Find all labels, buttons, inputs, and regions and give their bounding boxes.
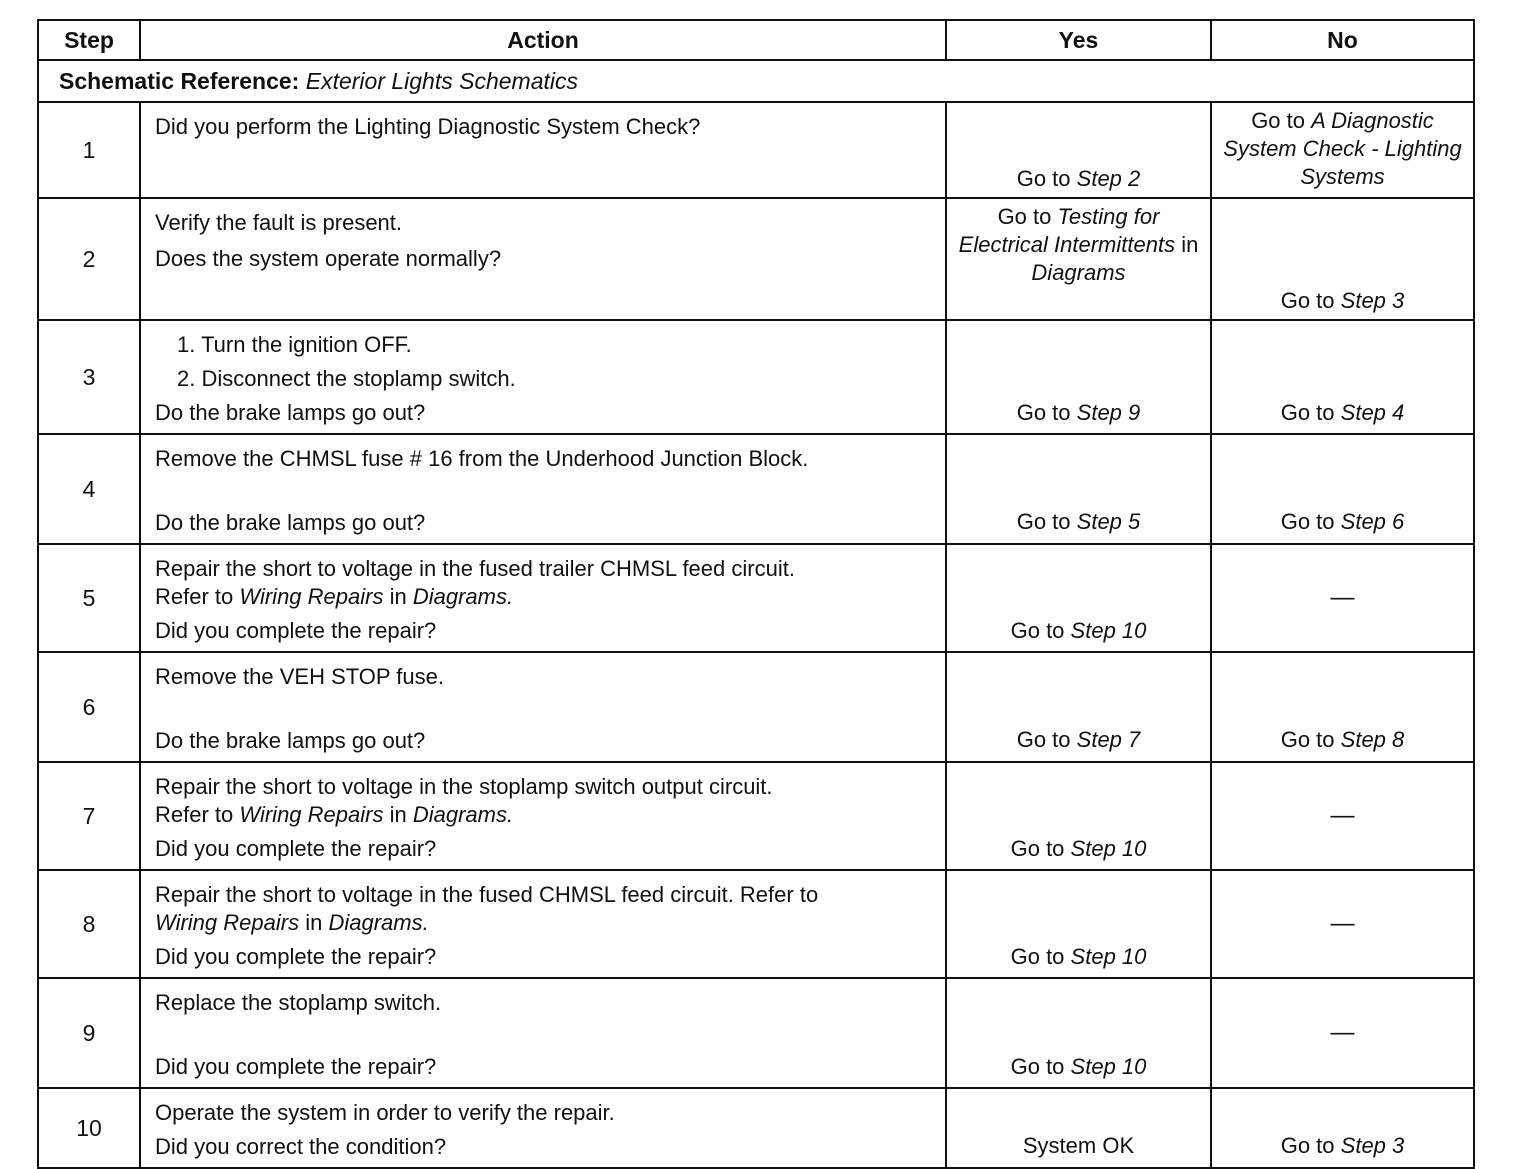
no-cell (1211, 1088, 1474, 1168)
step-number: 4 (38, 434, 140, 544)
action-cell (140, 198, 946, 320)
yes-cell (946, 762, 1211, 870)
no-dash: — (1330, 584, 1355, 611)
go-to-text: Go to (1280, 509, 1335, 534)
action-text: Remove the VEH STOP fuse. (155, 664, 444, 689)
no-cell (1211, 320, 1474, 434)
yes-cell (946, 870, 1211, 978)
yes-cell (946, 320, 1211, 434)
table-row (38, 198, 1474, 320)
action-cell (140, 320, 946, 434)
diagrams-link[interactable]: Diagrams (1031, 260, 1126, 285)
go-to-text: Go to (1016, 400, 1071, 425)
no-link[interactable]: Step 8 (1340, 727, 1405, 752)
header-no: No (1211, 20, 1474, 60)
question-text: Did you complete the repair? (155, 618, 437, 643)
go-to-text: Go to (1010, 944, 1065, 969)
table-row (38, 870, 1474, 978)
step-number: 5 (38, 544, 140, 652)
question-text: Did you complete the repair? (155, 944, 437, 969)
header-action: Action (140, 20, 946, 60)
question-text: Did you correct the condition? (155, 1134, 447, 1159)
list-item: 1. Turn the ignition OFF. (177, 332, 412, 357)
action-cell (140, 102, 946, 198)
table-row (38, 320, 1474, 434)
question-text: Do the brake lamps go out? (155, 510, 426, 535)
no-link[interactable]: Step 3 (1340, 288, 1405, 313)
question-text: Does the system operate normally? (155, 246, 502, 271)
question-text: Do the brake lamps go out? (155, 728, 426, 753)
go-to-text: Go to (1016, 727, 1071, 752)
header-step: Step (38, 20, 140, 60)
go-to-text: Go to (1016, 509, 1071, 534)
action-text: Repair the short to voltage in the stoplamp switch output circuit. (155, 774, 773, 799)
table-row (38, 762, 1474, 870)
in-text: in (389, 802, 407, 827)
no-link[interactable]: Step 6 (1340, 509, 1405, 534)
yes-link[interactable]: Step 10 (1070, 1054, 1147, 1079)
action-cell (140, 870, 946, 978)
diagrams-link[interactable]: Diagrams. (328, 910, 429, 935)
table-row (38, 978, 1474, 1088)
refer-line (155, 583, 933, 611)
yes-cell (946, 198, 1211, 320)
in-text: in (389, 584, 407, 609)
system-ok-text: System OK (1022, 1133, 1135, 1158)
go-to-text: Go to (1280, 1133, 1335, 1158)
step-number: 8 (38, 870, 140, 978)
table-row (38, 544, 1474, 652)
no-link[interactable]: Step 4 (1340, 400, 1405, 425)
refer-line (155, 909, 933, 937)
action-cell (140, 652, 946, 762)
table-row (38, 434, 1474, 544)
schematic-reference-label: Schematic Reference: (59, 67, 300, 94)
no-link[interactable]: Step 3 (1340, 1133, 1405, 1158)
diagrams-link[interactable]: Diagrams. (412, 584, 514, 609)
go-to-text: Go to (1016, 166, 1071, 191)
no-dash: — (1330, 910, 1355, 937)
table-row (38, 652, 1474, 762)
step-number: 3 (38, 320, 140, 434)
step-number: 2 (38, 198, 140, 320)
schematic-reference-row (38, 60, 1474, 102)
yes-cell (946, 978, 1211, 1088)
yes-cell (946, 1088, 1211, 1168)
wiring-repairs-link[interactable]: Wiring Repairs (155, 910, 300, 935)
schematic-reference-link[interactable]: Exterior Lights Schematics (305, 67, 579, 94)
action-cell (140, 978, 946, 1088)
yes-link[interactable]: Step 10 (1070, 618, 1147, 643)
yes-link[interactable]: Step 5 (1076, 509, 1141, 534)
no-cell (1211, 978, 1474, 1088)
action-text: Verify the fault is present. (155, 210, 403, 235)
action-text: Did you perform the Lighting Diagnostic System Check? (155, 114, 701, 139)
question-text: Did you complete the repair? (155, 836, 437, 861)
header-yes: Yes (946, 20, 1211, 60)
refer-text: Refer to (155, 584, 234, 609)
no-cell (1211, 198, 1474, 320)
diagrams-link[interactable]: Diagrams. (412, 802, 514, 827)
no-cell (1211, 870, 1474, 978)
go-to-text: Go to (1280, 288, 1335, 313)
in-text: in (1181, 232, 1199, 257)
step-number: 7 (38, 762, 140, 870)
step-number: 6 (38, 652, 140, 762)
no-link[interactable]: A Diagnostic System Check - Lighting Systems (1223, 108, 1462, 189)
yes-link[interactable]: Step 10 (1070, 836, 1147, 861)
action-text: Operate the system in order to verify the repair. (155, 1100, 615, 1125)
yes-link[interactable]: Step 10 (1070, 944, 1147, 969)
step-number: 10 (38, 1088, 140, 1168)
step-number: 9 (38, 978, 140, 1088)
in-text: in (305, 910, 323, 935)
go-to-text: Go to (1010, 836, 1065, 861)
no-dash: — (1330, 802, 1355, 829)
question-text: Did you complete the repair? (155, 1054, 437, 1079)
action-text: Replace the stoplamp switch. (155, 990, 442, 1015)
yes-cell (946, 434, 1211, 544)
wiring-repairs-link[interactable]: Wiring Repairs (239, 802, 384, 827)
yes-link[interactable]: Step 9 (1076, 400, 1141, 425)
wiring-repairs-link[interactable]: Wiring Repairs (239, 584, 384, 609)
action-cell (140, 1088, 946, 1168)
go-to-text: Go to (1280, 400, 1335, 425)
list-item: 2. Disconnect the stoplamp switch. (177, 366, 516, 391)
diagnostic-table (37, 19, 1475, 1169)
table-row (38, 1088, 1474, 1168)
yes-cell (946, 652, 1211, 762)
header-row (38, 20, 1474, 60)
yes-link[interactable]: Step 7 (1076, 727, 1141, 752)
table-row (38, 102, 1474, 198)
action-cell (140, 762, 946, 870)
go-to-text: Go to (1251, 108, 1305, 133)
no-cell (1211, 762, 1474, 870)
step-number: 1 (38, 102, 140, 198)
no-cell (1211, 102, 1474, 198)
yes-cell (946, 102, 1211, 198)
yes-link[interactable]: Step 2 (1076, 166, 1141, 191)
question-text: Do the brake lamps go out? (155, 400, 426, 425)
action-text: Repair the short to voltage in the fused trailer CHMSL feed circuit. (155, 556, 795, 581)
no-cell (1211, 544, 1474, 652)
action-cell (140, 544, 946, 652)
action-cell (140, 434, 946, 544)
refer-line (155, 801, 933, 829)
go-to-text: Go to (997, 204, 1052, 229)
action-text: Repair the short to voltage in the fused CHMSL feed circuit. Refer to (155, 882, 819, 907)
yes-link[interactable]: Testing for Electrical Intermittents (958, 204, 1176, 257)
no-dash: — (1330, 1019, 1355, 1046)
yes-cell (946, 544, 1211, 652)
go-to-text: Go to (1010, 618, 1065, 643)
refer-text: Refer to (155, 802, 234, 827)
action-text: Remove the CHMSL fuse # 16 from the Underhood Junction Block. (155, 446, 809, 471)
go-to-text: Go to (1280, 727, 1335, 752)
no-cell (1211, 652, 1474, 762)
no-cell (1211, 434, 1474, 544)
go-to-text: Go to (1010, 1054, 1065, 1079)
